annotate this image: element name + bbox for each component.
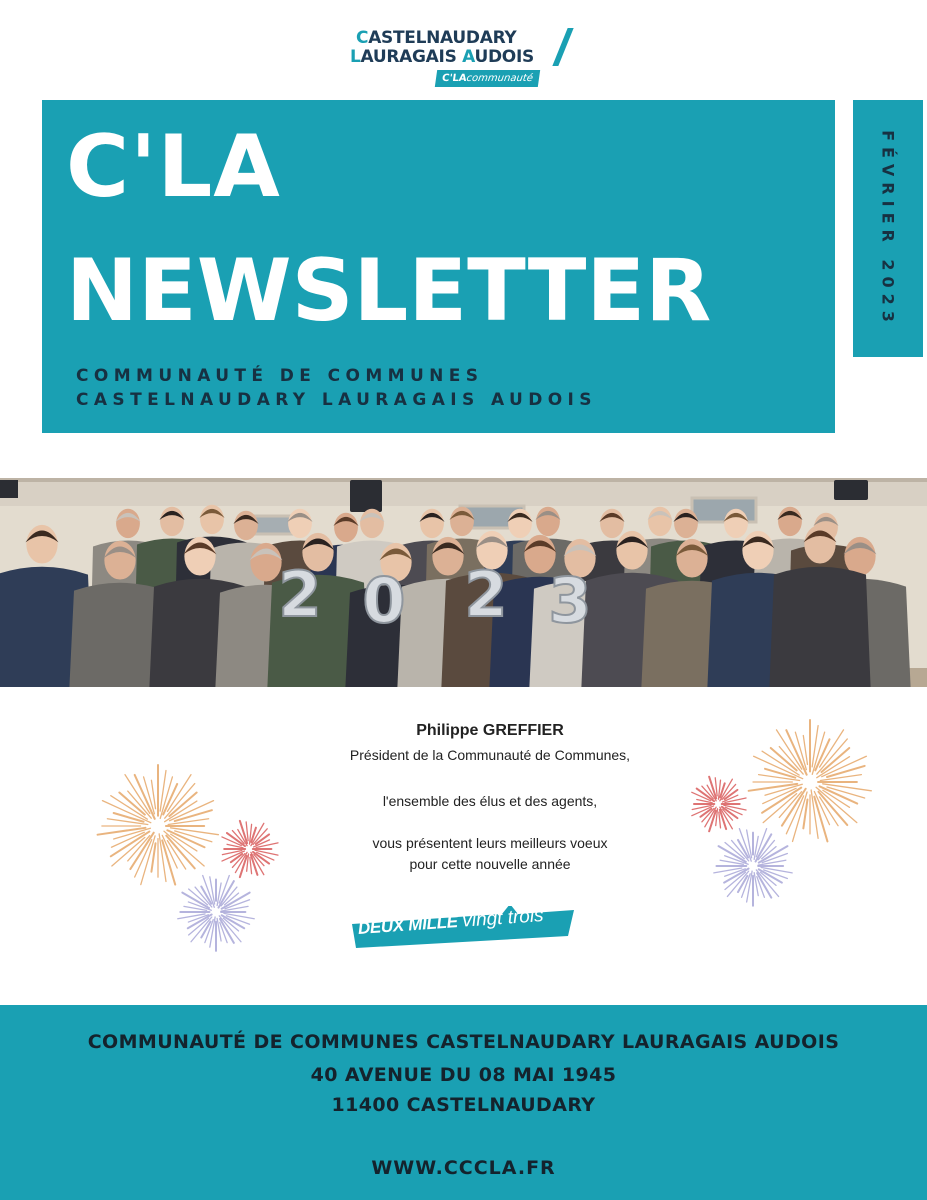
date-tab (853, 100, 923, 357)
balloon-digit: 0 (362, 564, 406, 637)
greeting-line-1: l'ensemble des élus et des agents, (382, 793, 598, 809)
logo-badge: C'LAcommunauté (435, 70, 540, 87)
firework-lilac-left (170, 866, 262, 958)
footer-website-link[interactable]: WWW.CCCLA.FR (371, 1157, 556, 1179)
footer-city: 11400 CASTELNAUDARY (331, 1094, 596, 1116)
year-banner-text: DEUX MILLE vingt trois (357, 905, 545, 938)
subtitle-line-2: CASTELNAUDARY LAURAGAIS AUDOIS (76, 390, 597, 410)
subtitle-line-1: COMMUNAUTÉ DE COMMUNES (76, 366, 484, 386)
greeting-line-3: pour cette nouvelle année (409, 856, 571, 872)
footer (0, 1005, 927, 1200)
title-line-2: NEWSLETTER (66, 241, 712, 341)
footer-address: 40 AVENUE DU 08 MAI 1945 (310, 1064, 617, 1086)
year-banner (352, 906, 576, 948)
balloon-digit: 2 (278, 558, 322, 631)
logo (348, 26, 588, 96)
group-photo-illustration (0, 478, 927, 687)
president-name: Philippe GREFFIER (416, 722, 564, 739)
logo-line-2: LAURAGAIS AUDOIS (350, 47, 534, 67)
president-role: Président de la Communauté de Communes, (349, 747, 631, 763)
issue-date: FÉVRIER 2023 (878, 129, 898, 328)
balloon-digit: 2 (464, 558, 508, 631)
group-photo (0, 478, 927, 687)
title-line-1: C'LA (66, 117, 281, 217)
logo-slash-mark (552, 28, 573, 66)
footer-organization: COMMUNAUTÉ DE COMMUNES CASTELNAUDARY LAURAGAIS AUDOIS (87, 1031, 840, 1053)
header-banner (42, 100, 835, 433)
greeting-line-2: vous présentent leurs meilleurs voeux (372, 835, 608, 851)
balloon-digit: 3 (548, 564, 592, 637)
logo-line-1: CASTELNAUDARY (356, 28, 517, 48)
